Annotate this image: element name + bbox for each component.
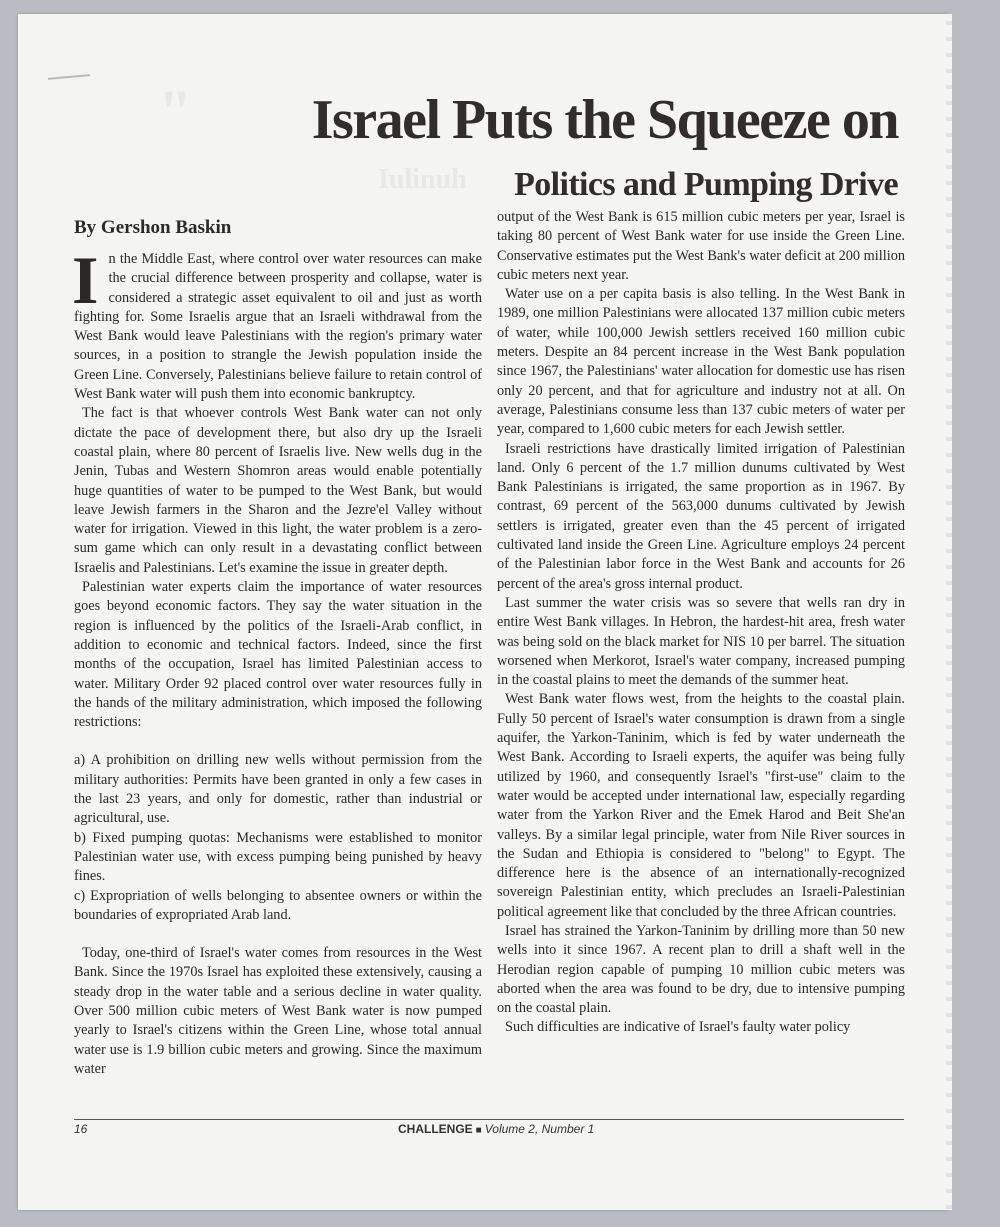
publication-footer — [398, 1122, 594, 1136]
paragraph-intro — [72, 242, 482, 404]
article-title: Israel Puts the Squeeze on — [311, 89, 898, 151]
paragraph: Today, one-third of Israel's water comes from resources in the West Bank. Since the 1970s Israel has exploited these extensively, causing a steady drop in the water table and a serious decline in water quality. Over 500 million cubic meters of West Bank water is now pumped yearly to Israel's citizens within the Green Line, whose total annual water use is 1.9 billion cubic meters and growing. Since the maximum water — [74, 945, 482, 1077]
byline: By Gershon Baskin — [74, 217, 232, 238]
paragraph: Israeli restrictions have drastically limited irrigation of Palestinian land. Only 6 percent of the 1.7 million dunums cultivated by West Bank Palestinians is irrigated, the same proportion as in 1967. By contrast, 69 percent of the 563,000 dunums cultivated by Jewish settlers is irrigated, greater even than the 45 percent of irrigated cultivated land inside the Green Line. Agriculture employs 24 percent of the Palestinian labor force in the West Bank and accounts for 26 percent of the area's gross internal product. — [497, 440, 905, 592]
paragraph: Such difficulties are indicative of Israel's faulty water policy — [505, 1019, 851, 1036]
footer-divider — [74, 1119, 904, 1120]
restriction-item: c) Expropriation of wells belonging to absentee owners or within the boundaries of expropriated Arab land. — [74, 887, 482, 923]
paragraph: Water use on a per capita basis is also telling. In the West Bank in 1989, one million Palestinians were allocated 137 million cubic meters of water, while 100,000 Jewish settlers received 160 million cubic meters. Despite an 84 percent increase in the West Bank population since 1967, the Palestinians' water allocation for domestic use has risen only 20 percent, and that for agriculture and industry not at all. On average, Palestinians consume less than 137 cubic meters of water per year, compared to 1,600 cubic meters for each Jewish settler. — [497, 286, 905, 438]
drop-cap: I — [72, 242, 99, 318]
paragraph-text: n the Middle East, where control over water resources can make the crucial difference between prosperity and collapse, water is considered a strategic asset equivalent to oil and just as worth fighting for. Some Israelis argue that an Israeli withdrawal from the West Bank would leave Palestinians with the region's primary water sources, in a position to strangle the Jewish population inside the Green Line. Conversely, Palestinians believe failure to retain control of West Bank water will push them into economic bankruptcy. — [74, 251, 482, 403]
restriction-item: a) A prohibition on drilling new wells without permission from the military authorities: Permits have been granted in only a few cases in the last 23 years, and only for domestic, rather than industrial or agricultural, use. — [74, 752, 482, 827]
paragraph: Israel has strained the Yarkon-Taninim by drilling more than 50 new wells into it since 1967. A recent plan to drill a shaft well in the Herodian region capable of pumping 10 million cubic meters was aborted when the area was found to be dry, due to intensive pumping on the coastal plain. — [497, 922, 905, 1017]
bullet-icon: ■ — [475, 1125, 482, 1136]
magazine-page — [18, 14, 948, 1210]
margin-mark — [48, 74, 90, 80]
restriction-item: b) Fixed pumping quotas: Mechanisms were established to monitor Palestinian water use, with excess pumping being punished by heavy fines. — [74, 829, 482, 885]
paragraph: The fact is that whoever controls West Bank water can not only dictate the pace of development there, but also dry up the Israeli coastal plain, where 80 percent of Israelis live. New wells dug in the Jenin, Tubas and Western Shomron areas would enable potentially huge quantities of water to be pumped to the West Bank, but would leave Jewish farmers in the Sharon and the Jezre'el Valley without water for irrigation. Viewed in this light, the water problem is a zero-sum game which can only result in a devastating conflict between Israelis and Palestinians. Let's examine the issue in greater depth. — [74, 405, 482, 576]
bleed-through-text: Iulinuh — [378, 164, 467, 195]
paragraph: Last summer the water crisis was so severe that wells ran dry in entire West Bank villages. In Hebron, the hardest-hit area, fresh water was being sold on the black market for NIS 10 per barrel. The situation worsened when Merkorot, Israel's water company, increased pumping in the coastal plains to meet the demands of the summer heat. — [497, 594, 905, 689]
left-column — [72, 242, 482, 1079]
volume-info: Volume 2, Number 1 — [484, 1122, 595, 1136]
right-column — [497, 208, 905, 1038]
paragraph: output of the West Bank is 615 million cubic meters per year, Israel is taking 80 percent of West Bank water for use inside the Green Line. Conservative estimates put the West Bank's water deficit at 200 million cubic meters next year. — [497, 209, 905, 283]
paragraph: West Bank water flows west, from the heights to the coastal plain. Fully 50 percent of Israel's water consumption is drawn from a single aquifer, the Yarkon-Taninim, which is fed by water underneath the West Bank. According to Israeli experts, the aquifer was being fully utilized by 1960, and consequently Israel's "first-use" claim to the water would be accepted under international law, especially regarding water from the Yarkon River and the Emek Harod and Beit She'an valleys. By a similar legal principle, water from Nile River sources in the Sudan and Ethiopia is considered to "belong" to Egypt. The difference here is the absence of an internationally-recognized sovereign Palestinian entity, which precludes an Israeli-Palestinian political agreement like that concluded by the three African countries. — [497, 691, 905, 920]
page-number: 16 — [74, 1122, 88, 1136]
article-subtitle: Politics and Pumping Drive — [514, 166, 898, 203]
paragraph: Palestinian water experts claim the importance of water resources goes beyond economic factors. They say the water situation in the region is influenced by the politics of the Israeli-Arab conflict, in addition to economic and technical factors. Indeed, since the first months of the occupation, Israel has limited Palestinian access to water. Military Order 92 placed control over water resources fully in the hands of the military administration, which imposed the following restrictions: — [74, 579, 482, 731]
publication-name: CHALLENGE — [398, 1122, 473, 1136]
bleed-through-text: " — [158, 79, 197, 147]
